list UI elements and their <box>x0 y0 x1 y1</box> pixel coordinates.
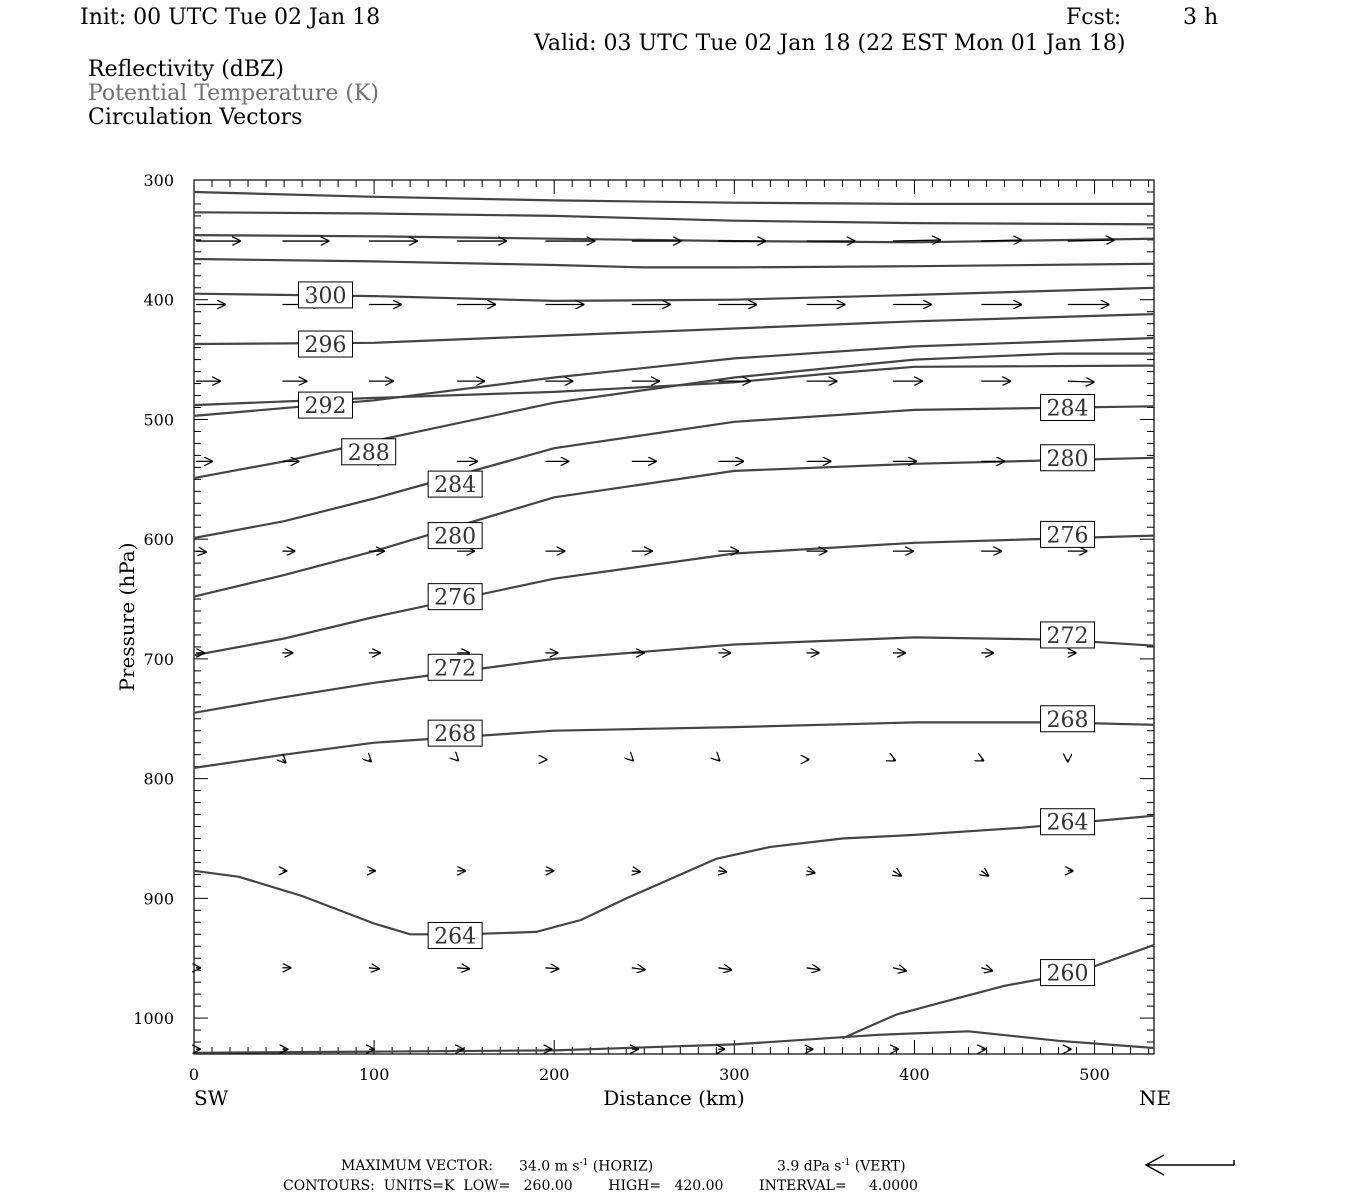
y-tick-label: 400 <box>143 290 174 310</box>
circulation-vector <box>981 871 988 876</box>
valid-time: Valid: 03 UTC Tue 02 Jan 18 (22 EST Mon 01 Jan 18) <box>534 31 1126 56</box>
horiz-exponent: -1 <box>579 1158 589 1168</box>
horiz-value: 34.0 m s <box>519 1158 580 1175</box>
theta-contour-line <box>194 458 1154 597</box>
circulation-vector <box>893 968 906 971</box>
circulation-vector <box>807 968 820 970</box>
contour-label: 292 <box>304 394 347 420</box>
vert-tag: (VERT) <box>854 1158 906 1175</box>
y-tick-label: 600 <box>143 530 174 550</box>
circulation-vector <box>632 871 640 872</box>
legend-circulation-vectors: Circulation Vectors <box>88 105 303 130</box>
contour-label: 284 <box>1046 396 1089 422</box>
circulation-vector <box>457 759 458 760</box>
y-tick-label: 800 <box>143 769 174 789</box>
init-time: Init: 00 UTC Tue 02 Jan 18 <box>80 5 381 30</box>
max-vector-horiz <box>519 1159 653 1174</box>
theta-contour-line <box>194 259 1154 267</box>
circulation-vector <box>718 871 726 872</box>
circulation-vector <box>632 759 633 760</box>
contour-label: 272 <box>434 656 477 682</box>
legend-potential-temperature: Potential Temperature (K) <box>88 81 379 106</box>
y-tick-label: 700 <box>143 649 174 669</box>
circulation-vector <box>545 968 558 969</box>
max-vector-label: MAXIMUM VECTOR: <box>341 1158 493 1174</box>
contour-label: 276 <box>1046 523 1089 549</box>
circulation-vector <box>632 968 645 970</box>
theta-contour-line <box>842 945 1154 1038</box>
circulation-vector <box>893 871 901 876</box>
y-tick-label: 300 <box>143 171 174 190</box>
contour-label: 268 <box>434 722 477 748</box>
x-end-label-ne: NE <box>1139 1086 1172 1110</box>
contour-label: 264 <box>434 924 477 950</box>
theta-contour-line <box>194 637 1154 712</box>
contour-label: 276 <box>434 585 477 611</box>
contour-label: 284 <box>434 473 477 499</box>
circulation-vector <box>981 968 992 971</box>
vert-value: 3.9 dPa s <box>777 1158 842 1175</box>
max-vector-vert <box>777 1159 906 1174</box>
contour-label: 296 <box>304 333 347 359</box>
contour-info: CONTOURS: UNITS=K LOW= 260.00 HIGH= 420.00 INTERVAL= 4.0000 <box>283 1178 918 1194</box>
circulation-vector <box>807 871 815 873</box>
x-axis-label: Distance (km) <box>603 1086 745 1110</box>
contour-label: 264 <box>1046 810 1089 836</box>
contour-label: 280 <box>1046 446 1089 472</box>
theta-contour-line <box>194 212 1154 224</box>
x-end-label-sw: SW <box>194 1086 229 1110</box>
x-tick-label: 300 <box>719 1065 750 1084</box>
vert-exponent: -1 <box>841 1158 851 1168</box>
contour-label: 300 <box>304 283 347 309</box>
plot-frame <box>194 180 1154 1054</box>
theta-contour-line <box>194 816 1154 935</box>
circulation-vector <box>893 759 895 760</box>
theta-contour-line <box>194 192 1154 204</box>
y-axis-label: Pressure (hPa) <box>115 542 139 692</box>
circulation-vector <box>981 759 983 760</box>
contour-label: 268 <box>1046 707 1089 733</box>
circulation-vector <box>282 759 285 762</box>
circulation-vector <box>369 759 371 761</box>
forecast-hour: 3 h <box>1183 5 1219 30</box>
circulation-vector <box>718 968 731 970</box>
x-tick-label: 500 <box>1079 1065 1110 1084</box>
contour-label: 260 <box>1046 961 1089 987</box>
reference-vector-arrow <box>1140 1150 1250 1180</box>
legend-reflectivity: Reflectivity (dBZ) <box>88 57 284 82</box>
theta-contour-line <box>194 406 1154 538</box>
x-tick-label: 0 <box>188 1065 200 1084</box>
circulation-vector <box>196 551 206 552</box>
x-tick-label: 100 <box>358 1065 390 1084</box>
theta-contour-line <box>194 536 1154 656</box>
circulation-vector <box>369 968 379 969</box>
forecast-label: Fcst: <box>1066 5 1122 30</box>
circulation-vector <box>718 759 719 760</box>
x-tick-label: 200 <box>538 1065 570 1084</box>
x-tick-label: 400 <box>899 1065 930 1084</box>
circulation-vector <box>457 968 469 969</box>
y-tick-label: 1000 <box>133 1009 174 1029</box>
circulation-vector <box>893 240 940 241</box>
contour-label: 272 <box>1046 623 1089 649</box>
circulation-vector <box>1068 381 1094 382</box>
horiz-tag: (HORIZ) <box>592 1158 654 1175</box>
theta-contour-line <box>194 722 1154 768</box>
y-tick-label: 500 <box>143 410 174 430</box>
y-tick-label: 900 <box>143 889 174 909</box>
contour-label: 288 <box>347 440 390 466</box>
contour-label: 280 <box>434 524 477 550</box>
